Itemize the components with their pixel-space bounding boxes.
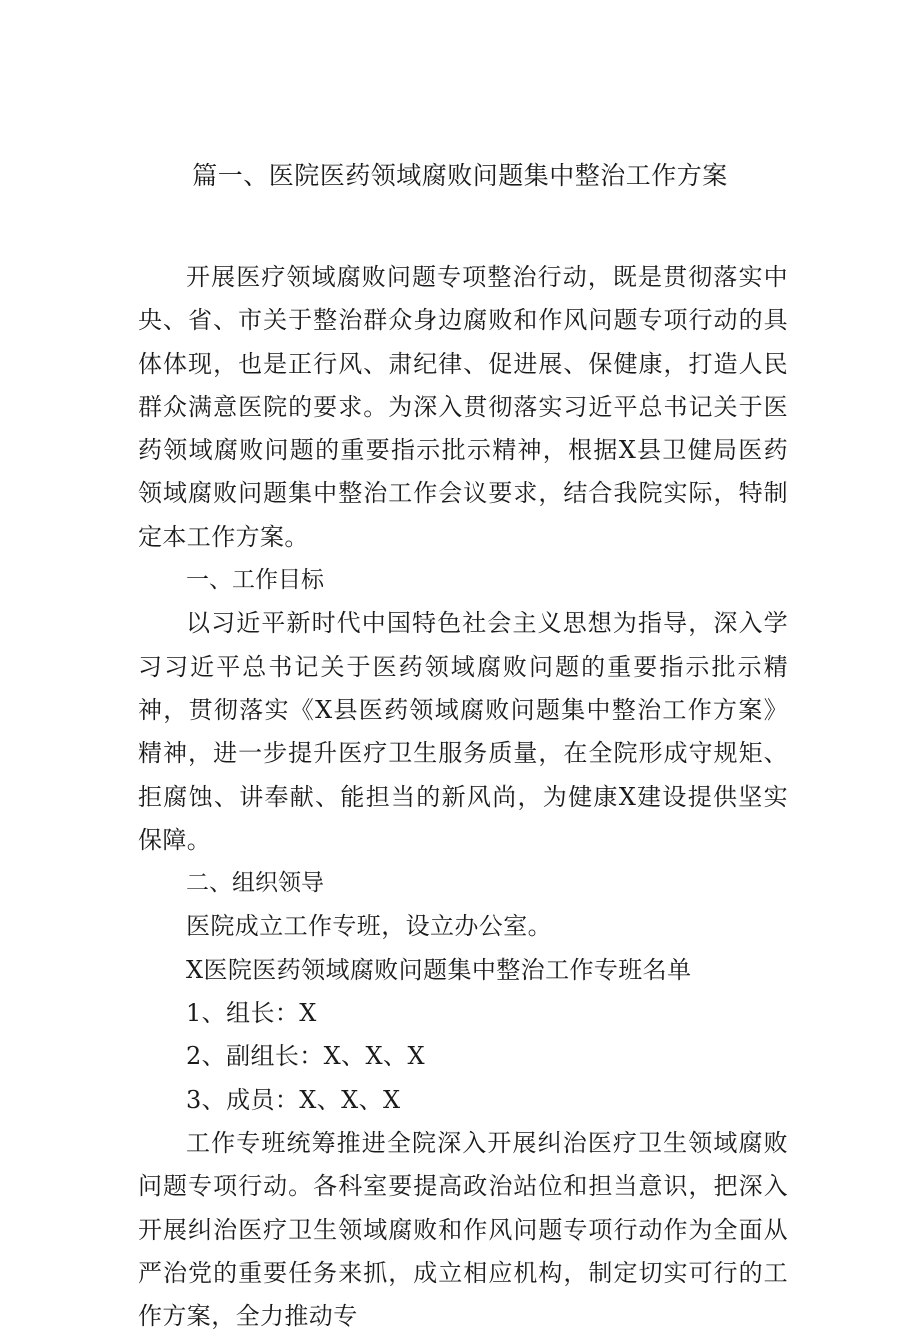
member-item: 2、副组长：X、X、X	[186, 1042, 425, 1071]
organization-line: 医院成立工作专班，设立办公室。	[186, 912, 552, 941]
organization-paragraph: 工作专班统筹推进全院深入开展纠治医疗卫生领域腐败问题专项行动。各科室要提高政治站位和担当意识，把深入开展纠治医疗卫生领域腐败和作风问题专项行动作为全面从严治党的重要任务来抓，成立相应机构，制定切实可行的工作方案，全力推动专	[138, 1128, 788, 1331]
member-item: 1、组长：X	[186, 999, 317, 1028]
team-list-title: X医院医药领域腐败问题集中整治工作专班名单	[186, 955, 692, 984]
document-title: 篇一、医院医药领域腐败问题集中整治工作方案	[192, 161, 728, 190]
section-heading-work-goal: 一、工作目标	[186, 567, 324, 594]
intro-paragraph: 开展医疗领域腐败问题专项整治行动，既是贯彻落实中央、省、市关于整治群众身边腐败和作风问题专项行动的具体体现，也是正行风、肃纪律、促进展、保健康，打造人民群众满意医院的要求。为深入贯彻落实习近平总书记关于医药领域腐败问题的重要指示批示精神，根据X县卫健局医药领域腐败问题集中整治工作会议要求，结合我院实际，特制定本工作方案。	[138, 263, 788, 551]
document-body	[138, 256, 788, 1338]
section-heading-organization: 二、组织领导	[186, 870, 324, 897]
work-goal-paragraph: 以习近平新时代中国特色社会主义思想为指导，深入学习习近平总书记关于医药领域腐败问题的重要指示批示精神，贯彻落实《X县医药领域腐败问题集中整治工作方案》精神，进一步提升医疗卫生服务质量，在全院形成守规矩、拒腐蚀、讲奉献、能担当的新风尚，为健康X建设提供坚实保障。	[138, 609, 788, 854]
member-item: 3、成员：X、X、X	[186, 1085, 401, 1114]
